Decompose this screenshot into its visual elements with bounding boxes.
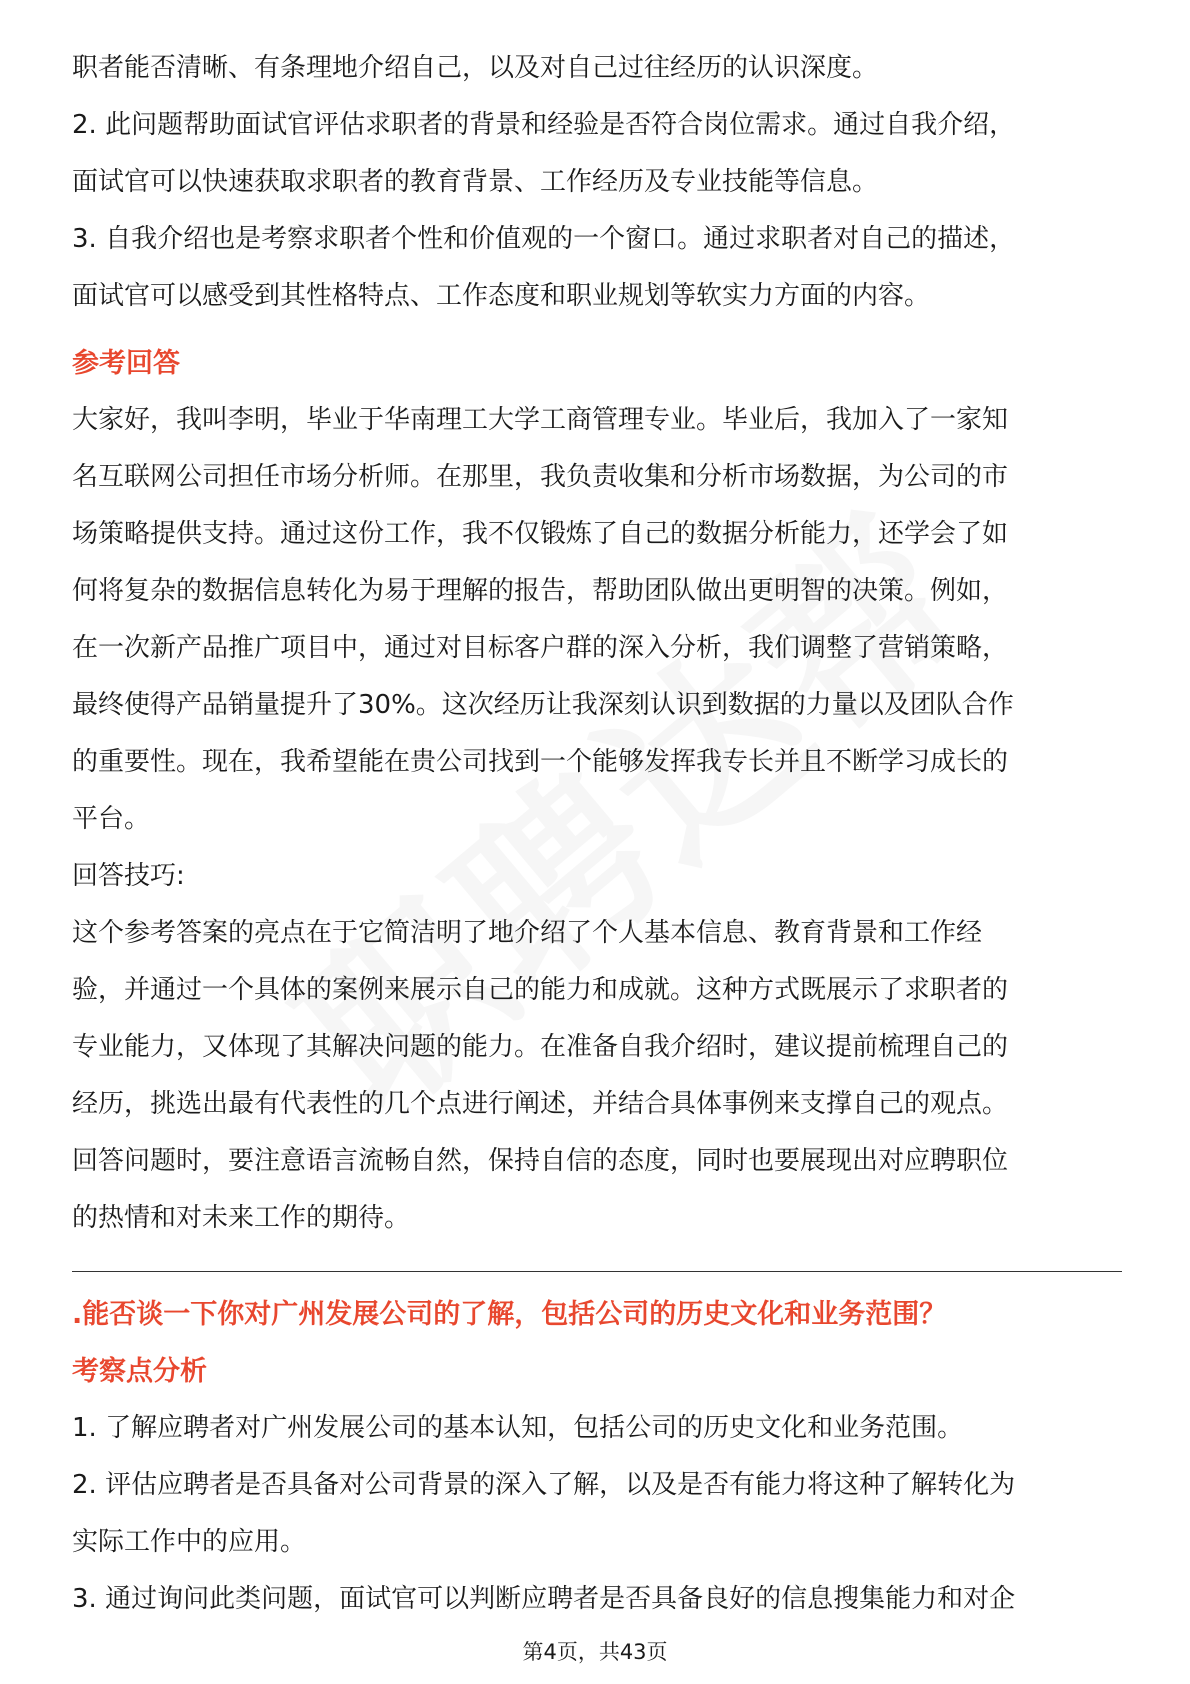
reference-line: 平台。	[72, 804, 151, 834]
analysis-line: 1. 了解应聘者对广州发展公司的基本认知，包括公司的历史文化和业务范围。	[72, 1413, 964, 1443]
body-line: 面试官可以快速获取求职者的教育背景、工作经历及专业技能等信息。	[72, 167, 879, 197]
body-line: 职者能否清晰、有条理地介绍自己，以及对自己过往经历的认识深度。	[72, 53, 879, 83]
body-line: 3. 自我介绍也是考察求职者个性和价值观的一个窗口。通过求职者对自己的描述，	[72, 224, 1016, 254]
tips-line: 这个参考答案的亮点在于它简洁明了地介绍了个人基本信息、教育背景和工作经	[72, 918, 983, 948]
reference-line: 大家好，我叫李明，毕业于华南理工大学工商管理专业。毕业后，我加入了一家知	[72, 405, 1009, 435]
analysis-line: 3. 通过询问此类问题，面试官可以判断应聘者是否具备良好的信息搜集能力和对企	[72, 1584, 1016, 1614]
analysis-heading: 考察点分析	[72, 1356, 207, 1387]
page-number: 第4页，共43页	[522, 1640, 668, 1664]
section-divider	[72, 1271, 1122, 1272]
reference-line: 何将复杂的数据信息转化为易于理解的报告，帮助团队做出更明智的决策。例如，	[72, 576, 1009, 606]
reference-line: 在一次新产品推广项目中，通过对目标客户群的深入分析，我们调整了营销策略，	[72, 633, 1009, 663]
reference-line: 最终使得产品销量提升了30%。这次经历让我深刻认识到数据的力量以及团队合作	[72, 690, 1014, 720]
tips-label: 回答技巧:	[72, 861, 185, 891]
tips-line: 的热情和对未来工作的期待。	[72, 1203, 411, 1233]
analysis-line: 2. 评估应聘者是否具备对公司背景的深入了解，以及是否有能力将这种了解转化为	[72, 1470, 1016, 1500]
tips-line: 经历，挑选出最有代表性的几个点进行阐述，并结合具体事例来支撑自己的观点。	[72, 1089, 1009, 1119]
tips-line: 专业能力，又体现了其解决问题的能力。在准备自我介绍时，建议提前梳理自己的	[72, 1032, 1009, 1062]
document-body	[72, 40, 1122, 1628]
tips-line: 验，并通过一个具体的案例来展示自己的能力和成就。这种方式既展示了求职者的	[72, 975, 1009, 1005]
reference-answer-heading: 参考回答	[72, 348, 180, 379]
body-line: 面试官可以感受到其性格特点、工作态度和职业规划等软实力方面的内容。	[72, 281, 931, 311]
reference-line: 的重要性。现在，我希望能在贵公司找到一个能够发挥我专长并且不断学习成长的	[72, 747, 1009, 777]
tips-line: 回答问题时，要注意语言流畅自然，保持自信的态度，同时也要展现出对应聘职位	[72, 1146, 1009, 1176]
body-line: 2. 此问题帮助面试官评估求职者的背景和经验是否符合岗位需求。通过自我介绍，	[72, 110, 1016, 140]
analysis-line: 实际工作中的应用。	[72, 1527, 307, 1557]
reference-line: 名互联网公司担任市场分析师。在那里，我负责收集和分析市场数据，为公司的市	[72, 462, 1009, 492]
reference-line: 场策略提供支持。通过这份工作，我不仅锻炼了自己的数据分析能力，还学会了如	[72, 519, 1009, 549]
question-heading: .能否谈一下你对广州发展公司的了解，包括公司的历史文化和业务范围？	[72, 1299, 947, 1330]
